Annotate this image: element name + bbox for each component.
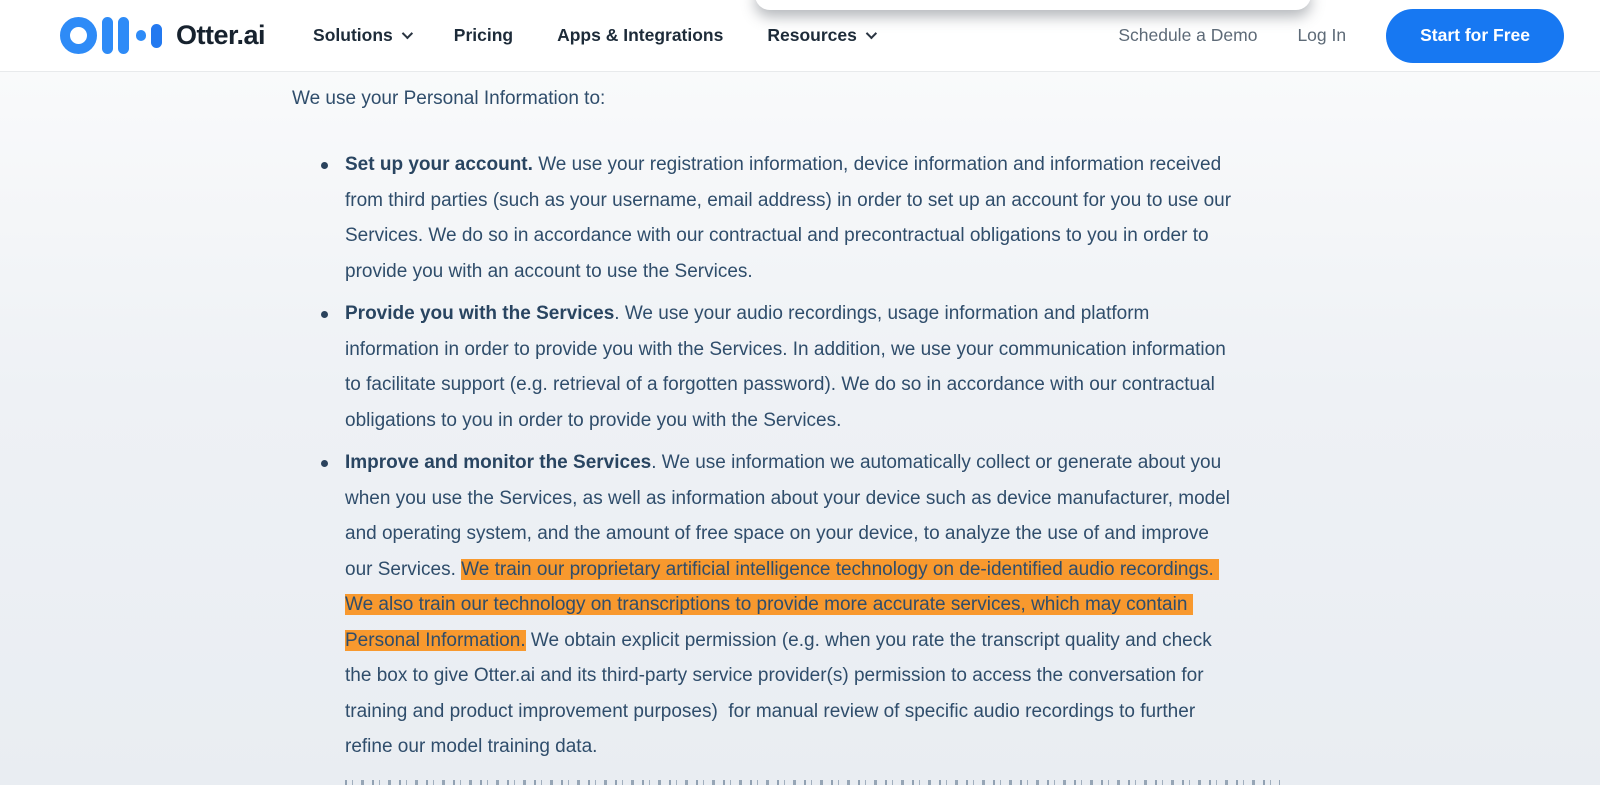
privacy-policy-content [0, 72, 1600, 785]
bullet-lead-in: Improve and monitor the Services [345, 452, 652, 473]
nav-item-pricing[interactable]: Pricing [453, 25, 514, 45]
list-item [292, 445, 1240, 765]
nav-item-apps-integrations[interactable]: Apps & Integrations [557, 25, 724, 45]
highlighted-text: We train our proprietary artificial intelligence technology on de-identified audio recordings. We also train our technology on transcriptions to provide more accurate services, which may contain Personal Information. [345, 558, 1220, 651]
bullet-text: We obtain explicit permission (e.g. when you rate the transcript quality and check the box to give Otter.ai and its third-party service provider(s) permission to access the conversation for training and product improvement purposes) for manual review of specific audio recordings to further refine our model training data. [345, 629, 1217, 757]
login-link[interactable]: Log In [1297, 25, 1347, 45]
nav-links [313, 25, 874, 46]
bullet-text: We use your registration information, device information and information received from third parties (such as your username, email address) in order to set up an account for you to use our Services. We do so in accordance with our contractual and precontractual obligations to you in order to provide you with an account to use the Services. [345, 154, 1237, 282]
chevron-down-icon [866, 27, 877, 38]
bullet-text: . We use your audio recordings, usage information and platform information in order to provide you with the Services. In addition, we use your communication information to facilitate support (e.g. retrieval of a forgotten password). We do so in accordance with our contractual obligations to you in order to provide you with the Services. [345, 303, 1232, 431]
nav-item-resources[interactable]: Resources [767, 25, 874, 46]
otter-logo[interactable] [60, 16, 265, 56]
brand-wordmark: Otter.ai [176, 20, 266, 50]
bullet-lead-in: Provide you with the Services [345, 303, 615, 324]
list-item [292, 147, 1240, 289]
usage-list [292, 147, 1240, 765]
bullet-lead-in: Set up your account. [345, 154, 533, 175]
list-item [292, 296, 1240, 438]
nav-item-solutions[interactable]: Solutions [313, 25, 410, 46]
schedule-demo-link[interactable]: Schedule a Demo [1118, 25, 1258, 45]
top-navigation [0, 0, 1600, 72]
nav-right-group [1118, 9, 1564, 63]
chevron-down-icon [402, 27, 413, 38]
bullet-text: . We use information we automatically collect or generate about you when you use the Services, as well as information about your device such as device manufacturer, model and operating system, and the amount of free space on your device, to analyze the use of and improve our Services. [345, 452, 1236, 580]
cutoff-text-line [345, 780, 1280, 785]
intro-line: We use your Personal Information to: [292, 88, 606, 109]
otter-waveform-icon [60, 16, 162, 56]
start-for-free-button[interactable]: Start for Free [1386, 9, 1564, 63]
